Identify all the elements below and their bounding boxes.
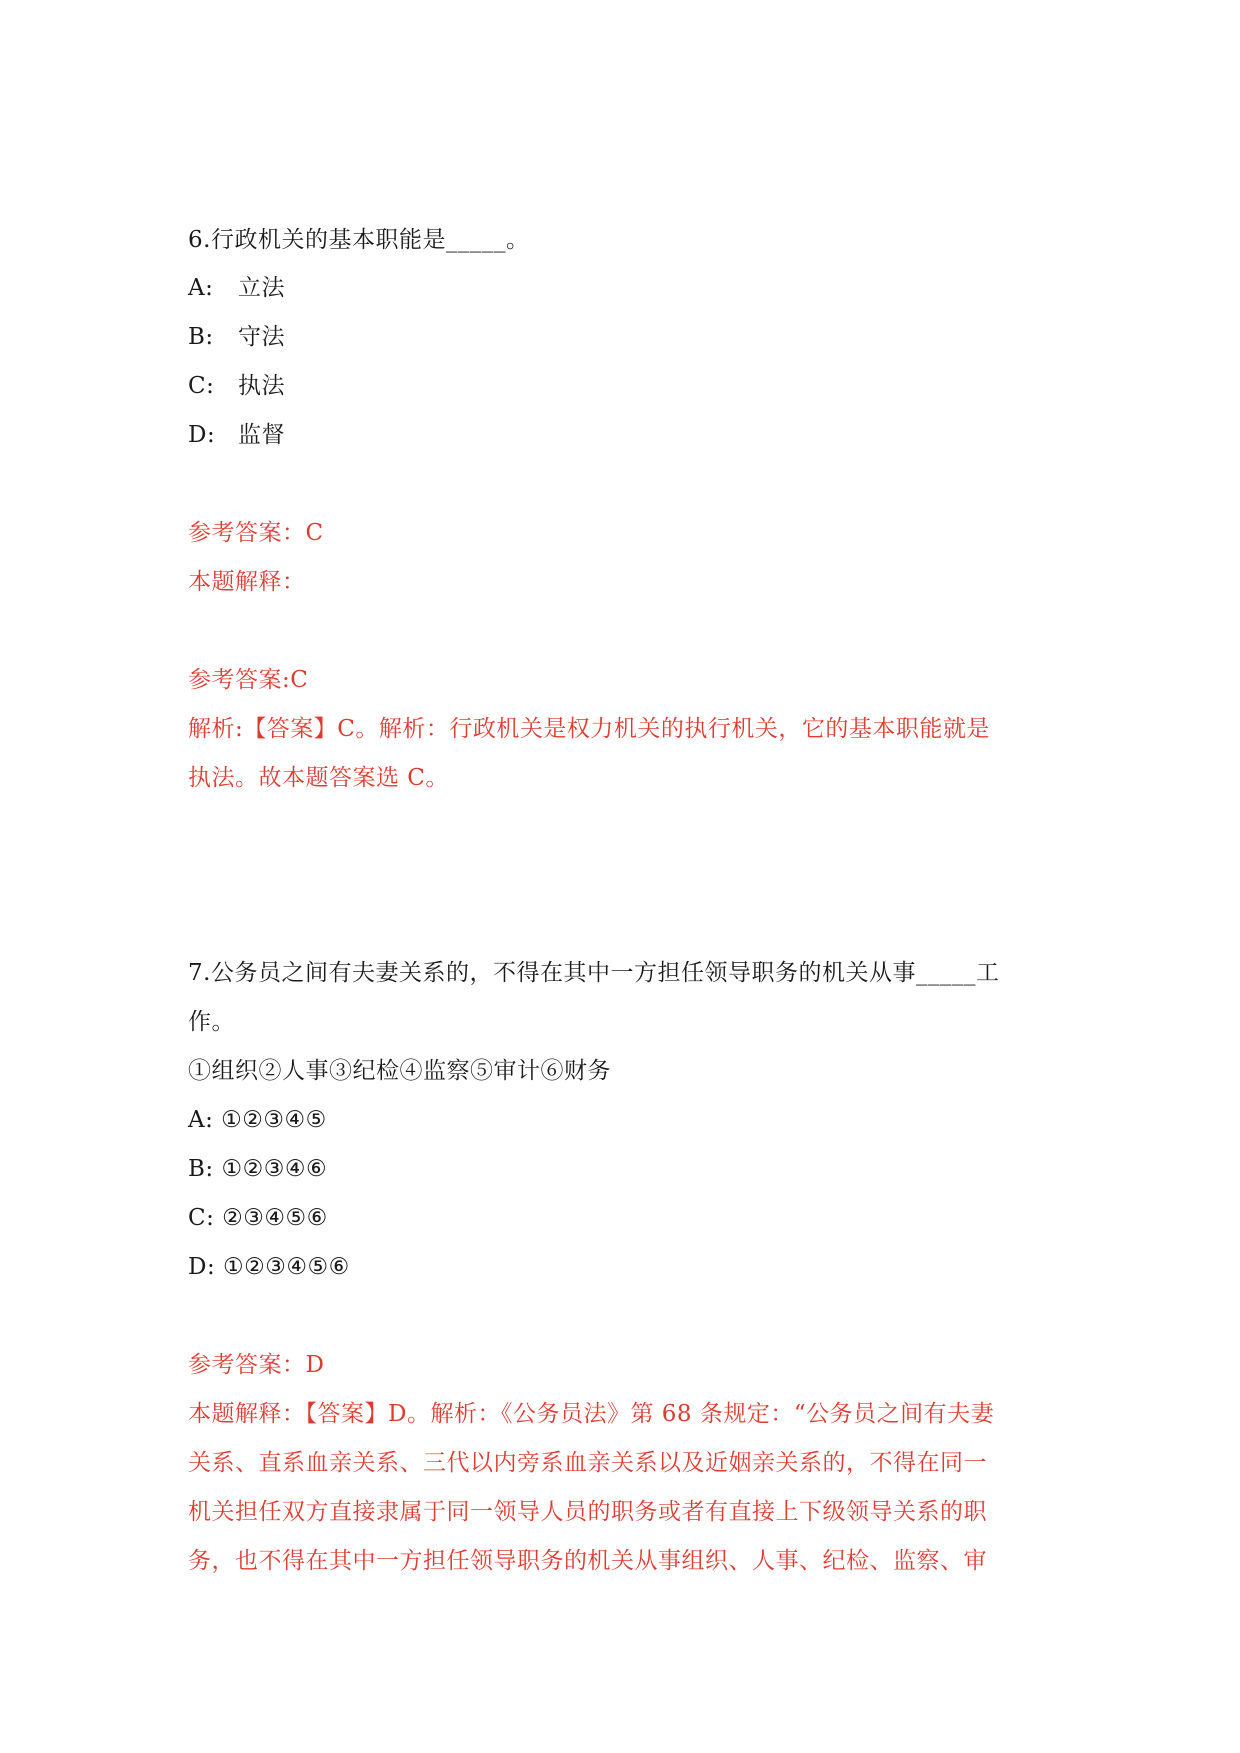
q6-option-a — [188, 273, 285, 303]
q6-option-d — [188, 420, 285, 450]
q7-option-a-text: ①②③④⑤ — [221, 1107, 327, 1133]
q6-option-c-letter: C: — [188, 373, 215, 399]
q7-option-d-text: ①②③④⑤⑥ — [223, 1254, 350, 1280]
q6-answer: 参考答案：C — [188, 520, 324, 546]
q6-option-a-text: 立法 — [238, 275, 285, 301]
q6-analysis-line-1: 解析:【答案】C。解析：行政机关是权力机关的执行机关，它的基本职能就是 — [188, 716, 990, 742]
q7-explanation-line-1: 本题解释：【答案】D。解析：《公务员法》第 68 条规定：“公务员之间有夫妻 — [188, 1401, 995, 1427]
q6-option-c — [188, 371, 285, 401]
q7-stem-line-1: 7.公务员之间有夫妻关系的，不得在其中一方担任领导职务的机关从事_____工 — [188, 960, 1000, 986]
q7-option-b — [188, 1154, 327, 1184]
q7-explanation-line-4: 务，也不得在其中一方担任领导职务的机关从事组织、人事、纪检、监察、审 — [188, 1548, 987, 1574]
q7-option-d — [188, 1252, 350, 1282]
q7-option-d-letter: D: — [188, 1254, 216, 1280]
q7-option-c — [188, 1203, 328, 1233]
q6-option-b-text: 守法 — [238, 324, 285, 350]
q6-option-b-letter: B: — [188, 324, 214, 350]
q6-stem: 6.行政机关的基本职能是_____。 — [188, 227, 530, 253]
q6-option-d-letter: D: — [188, 422, 216, 448]
q7-items: ①组织②人事③纪检④监察⑤审计⑥财务 — [188, 1058, 611, 1084]
q6-option-c-text: 执法 — [238, 373, 285, 399]
q7-explanation-line-2: 关系、直系血亲关系、三代以内旁系血亲关系以及近姻亲关系的，不得在同一 — [188, 1450, 987, 1476]
q6-option-a-letter: A: — [188, 275, 214, 301]
q7-option-c-letter: C: — [188, 1205, 215, 1231]
q6-option-d-text: 监督 — [238, 422, 285, 448]
q7-option-c-text: ②③④⑤⑥ — [222, 1205, 328, 1231]
q7-option-b-letter: B: — [188, 1156, 214, 1182]
q6-option-b — [188, 322, 285, 352]
q6-analysis-line-2: 执法。故本题答案选 C。 — [188, 765, 449, 791]
q6-ref-answer: 参考答案:C — [188, 667, 309, 693]
q6-explanation-label: 本题解释： — [188, 569, 306, 595]
q7-stem-line-2: 作。 — [188, 1009, 235, 1035]
q7-option-a — [188, 1105, 327, 1135]
q7-explanation-line-3: 机关担任双方直接隶属于同一领导人员的职务或者有直接上下级领导关系的职 — [188, 1499, 987, 1525]
q7-option-a-letter: A: — [188, 1107, 214, 1133]
q7-option-b-text: ①②③④⑥ — [221, 1156, 328, 1182]
q7-answer: 参考答案：D — [188, 1352, 325, 1378]
